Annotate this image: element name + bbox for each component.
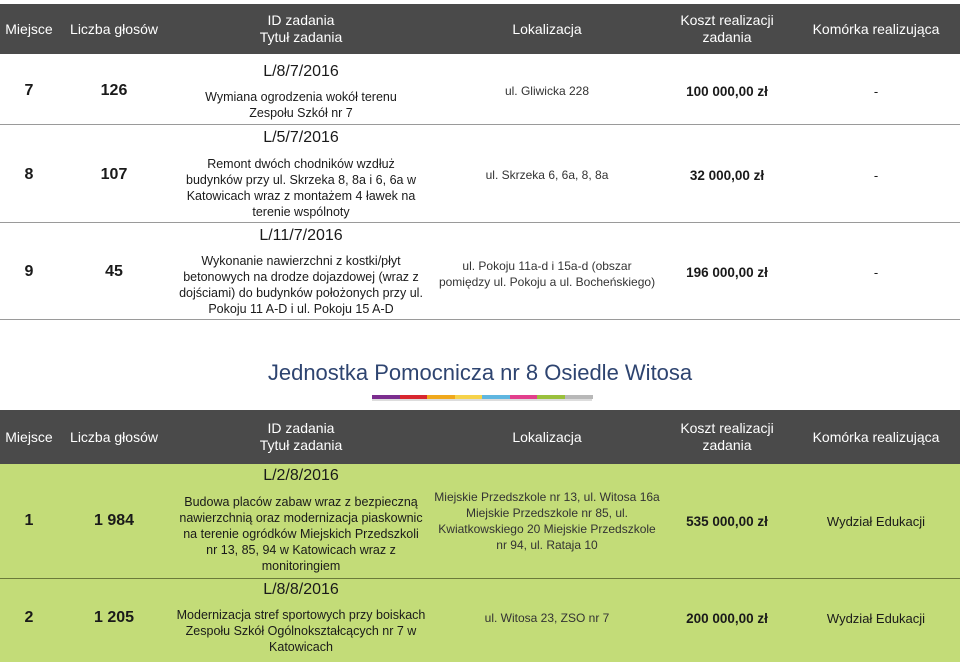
row-location: ul. Skrzeka 6, 6a, 8, 8a: [485, 168, 609, 182]
row-votes: 107: [100, 166, 128, 183]
row-title: Wymiana ogrodzenia wokół terenu Zespołu Szkół nr 7: [205, 90, 397, 120]
header-id-title: [170, 4, 432, 54]
table-row: [0, 224, 960, 320]
row-votes: 126: [100, 82, 128, 99]
row-divider: [0, 319, 960, 320]
row-unit: Wydział Edukacji: [826, 610, 926, 626]
header-location: Lokalizacja: [512, 20, 582, 37]
row-unit: -: [873, 167, 879, 183]
section-title: Jednostka Pomocnicza nr 8 Osiedle Witosa: [267, 360, 693, 385]
row-place: 9: [24, 263, 34, 280]
table-row: [0, 60, 960, 122]
row-place: 2: [24, 609, 34, 626]
row-id: L/2/8/2016: [263, 467, 339, 484]
row-unit: -: [873, 264, 879, 280]
stripe-shadow: [372, 399, 592, 401]
row-cost: 196 000,00 zł: [686, 264, 768, 280]
table-header-top: [0, 4, 960, 54]
row-title: Budowa placów zabaw wraz z bezpieczną nawierzchnią oraz modernizacja piaskownic na terenie ogródków Miejskich Przedszkoli nr 13, 85, 94 w Katowicach wraz z monitoringiem: [179, 495, 423, 573]
row-place: 7: [24, 82, 34, 99]
table-row: [0, 579, 960, 662]
row-votes: 1 984: [93, 512, 135, 529]
header-place: Miejsce: [5, 428, 53, 445]
row-id: L/8/8/2016: [263, 581, 339, 598]
header-unit: Komórka realizująca: [812, 20, 940, 37]
row-cost: 100 000,00 zł: [686, 83, 768, 99]
row-id: L/8/7/2016: [263, 63, 339, 80]
header-title: Tytuł zadania: [259, 29, 343, 45]
header-id: ID zadania: [267, 420, 335, 436]
row-id: L/11/7/2016: [259, 227, 343, 244]
row-title: Wykonanie nawierzchni z kostki/płyt betonowych na drodze dojazdowej (wraz z dojściami) do budynków położonych przy ul. Pokoju 11 A-D i ul. Pokoju 15 A-D: [179, 254, 423, 316]
header-location: Lokalizacja: [512, 428, 582, 445]
row-votes: 1 205: [93, 609, 135, 626]
row-location: Miejskie Przedszkole nr 13, ul. Witosa 16a Miejskie Przedszkole nr 85, ul. Kwiatkowskiego 20 Miejskie Przedszkole nr 94, ul. Rataja 10: [434, 490, 660, 552]
table-row: [0, 126, 960, 224]
header-id-title: [170, 410, 432, 464]
row-id: L/5/7/2016: [263, 129, 339, 146]
row-cost: 200 000,00 zł: [686, 610, 768, 626]
row-divider: [0, 124, 960, 125]
header-cost: Koszt realizacji zadania: [680, 420, 774, 453]
table-row: [0, 464, 960, 578]
header-votes: Liczba głosów: [70, 428, 158, 445]
row-cost: 535 000,00 zł: [686, 513, 768, 529]
row-divider: [0, 222, 960, 223]
header-title: Tytuł zadania: [259, 437, 343, 453]
header-unit: Komórka realizująca: [812, 428, 940, 445]
table-header-bottom: [0, 410, 960, 464]
row-location: ul. Pokoju 11a-d i 15a-d (obszar pomiędzy ul. Pokoju a ul. Bocheńskiego): [438, 259, 656, 289]
header-votes: Liczba głosów: [70, 20, 158, 37]
row-unit: -: [873, 83, 879, 99]
row-location: ul. Gliwicka 228: [504, 84, 590, 98]
header-cost: Koszt realizacji zadania: [680, 12, 774, 45]
row-title: Remont dwóch chodników wzdłuż budynków przy ul. Skrzeka 8, 8a i 6, 6a w Katowicach wraz z montażem 4 ławek na terenie wspólnoty: [186, 157, 416, 219]
row-location: ul. Witosa 23, ZSO nr 7: [484, 611, 610, 625]
row-place: 1: [24, 512, 34, 529]
header-id: ID zadania: [267, 12, 335, 28]
row-cost: 32 000,00 zł: [689, 167, 765, 183]
header-place: Miejsce: [5, 20, 53, 37]
row-votes: 45: [105, 263, 123, 280]
row-title: Modernizacja stref sportowych przy boiskach Zespołu Szkół Ogólnokształcących nr 7 w Katowicach: [176, 608, 426, 654]
row-unit: Wydział Edukacji: [826, 513, 926, 529]
row-place: 8: [24, 166, 34, 183]
